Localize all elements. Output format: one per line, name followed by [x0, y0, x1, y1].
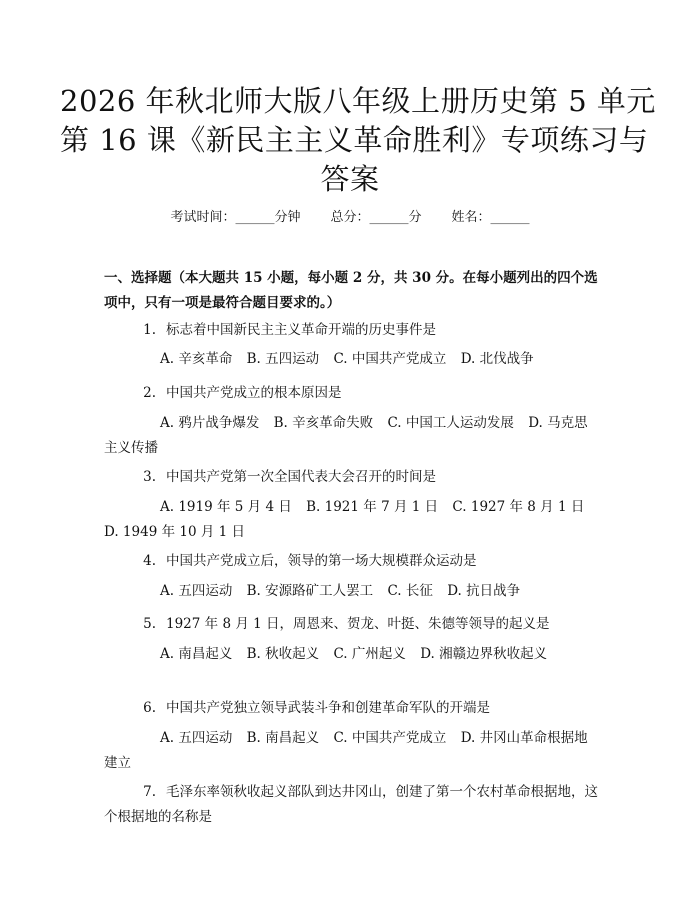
- option-c: C. 1927 年 8 月 1 日: [452, 499, 585, 515]
- option-b: B. 辛亥革命失败: [273, 415, 374, 431]
- question-5: [104, 612, 600, 637]
- document-title: [60, 82, 656, 199]
- question-stem: 中国共产党第一次全国代表大会召开的时间是: [166, 469, 436, 485]
- question-number: 1.: [143, 322, 156, 338]
- option-b: B. 安源路矿工人罢工: [246, 583, 374, 599]
- question-number: 6.: [143, 700, 156, 716]
- question-number: 3.: [143, 469, 156, 485]
- question-7: [104, 780, 600, 830]
- question-stem: 毛泽东率领秋收起义部队到达井冈山，创建了第一个农村革命根据地，这个根据地的名称是: [104, 784, 598, 825]
- question-number: 2.: [143, 385, 156, 401]
- option-d: D. 井冈山革命根据地建立: [104, 730, 588, 771]
- option-c: C. 长征: [387, 583, 433, 599]
- option-c: C. 广州起义: [333, 646, 406, 662]
- option-b: B. 1921 年 7 月 1 日: [306, 499, 439, 515]
- option-a: A. 五四运动: [160, 583, 233, 599]
- title-line-1: 2026 年秋北师大版八年级上册历史第 5 单元: [60, 84, 656, 118]
- title-line-2: 第 16 课《新民主主义革命胜利》专项练习与: [60, 123, 649, 157]
- question-1-options: [104, 347, 600, 372]
- option-a: A. 鸦片战争爆发: [160, 415, 260, 431]
- question-stem: 中国共产党成立的根本原因是: [166, 385, 342, 401]
- option-d: D. 抗日战争: [447, 583, 521, 599]
- section-heading: 一、选择题（本大题共 15 小题，每小题 2 分，共 30 分。在每小题列出的四个选项中，只有一项是最符合题目要求的。）: [104, 270, 598, 311]
- question-number: 4.: [143, 553, 156, 569]
- option-a: A. 辛亥革命: [160, 351, 233, 367]
- question-stem: 标志着中国新民主主义革命开端的历史事件是: [166, 322, 436, 338]
- option-d: D. 北伐战争: [460, 351, 534, 367]
- question-3: [104, 465, 600, 490]
- question-stem: 中国共产党成立后，领导的第一场大规模群众运动是: [166, 553, 477, 569]
- question-4-options: [104, 579, 600, 604]
- question-5-options: [104, 642, 600, 667]
- student-name: 姓名：______: [451, 210, 530, 225]
- exam-meta: [0, 206, 700, 225]
- title-line-3: 答案: [320, 162, 380, 196]
- question-1: [104, 318, 600, 343]
- question-3-options: [104, 495, 600, 545]
- question-6: [104, 696, 600, 721]
- option-d: D. 1949 年 10 月 1 日: [104, 524, 246, 540]
- question-4: [104, 549, 600, 574]
- question-2: [104, 381, 600, 406]
- exam-score: 总分：______分: [330, 210, 422, 225]
- question-stem: 中国共产党独立领导武装斗争和创建革命军队的开端是: [166, 700, 490, 716]
- option-d: D. 马克思主义传播: [104, 415, 588, 456]
- option-a: A. 南昌起义: [160, 646, 233, 662]
- option-a: A. 1919 年 5 月 4 日: [160, 499, 292, 515]
- question-stem: 1927 年 8 月 1 日，周恩来、贺龙、叶挺、朱德等领导的起义是: [166, 616, 550, 632]
- exam-time: 考试时间：______分钟: [170, 210, 301, 225]
- option-c: C. 中国工人运动发展: [387, 415, 514, 431]
- question-2-options: [104, 411, 600, 461]
- option-c: C. 中国共产党成立: [333, 730, 447, 746]
- question-number: 5.: [143, 616, 156, 632]
- option-b: B. 秋收起义: [246, 646, 320, 662]
- option-b: B. 五四运动: [246, 351, 320, 367]
- question-6-options: [104, 726, 600, 776]
- question-number: 7.: [143, 784, 156, 800]
- option-d: D. 湘赣边界秋收起义: [420, 646, 548, 662]
- option-c: C. 中国共产党成立: [333, 351, 447, 367]
- option-b: B. 南昌起义: [246, 730, 320, 746]
- option-a: A. 五四运动: [160, 730, 233, 746]
